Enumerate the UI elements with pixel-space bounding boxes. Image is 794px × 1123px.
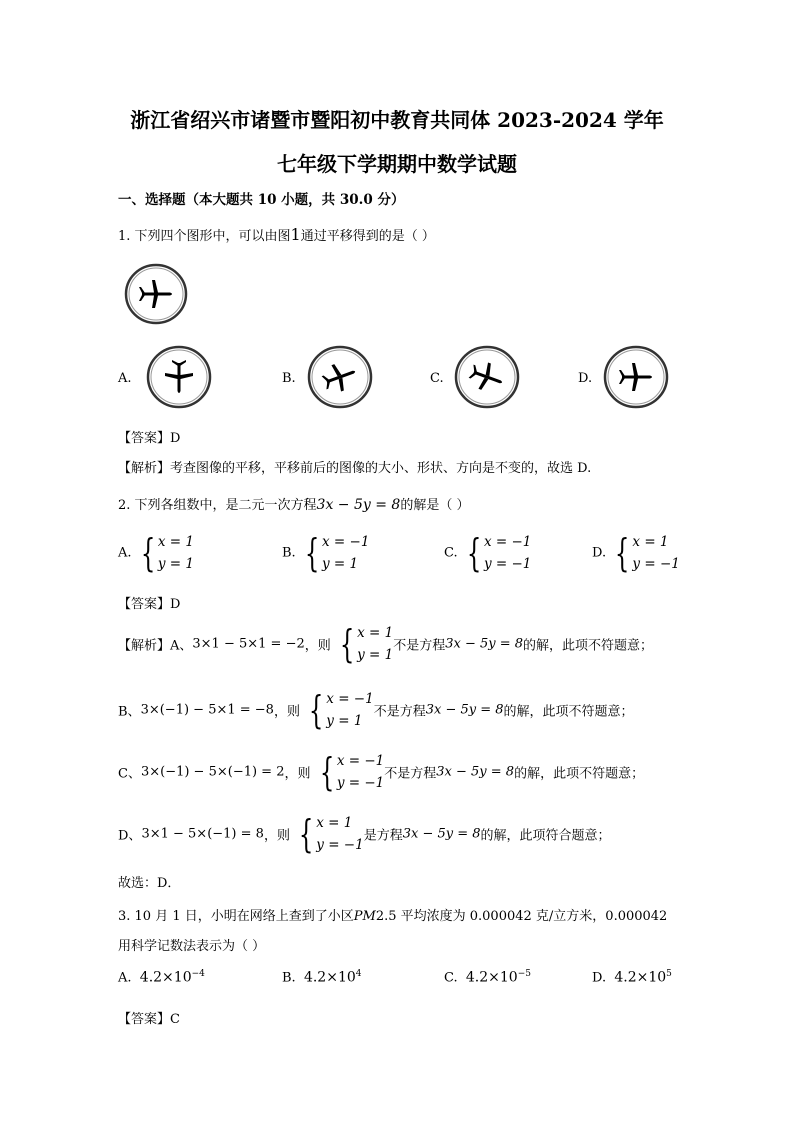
- q2-analysis-c-line1: x = −1: [336, 753, 385, 769]
- q2-option-c-line1: x = −1: [483, 534, 532, 550]
- airplane-icon: [466, 358, 507, 396]
- q2-option-a-line1: x = 1: [157, 534, 194, 550]
- q1-option-a-label: A.: [118, 371, 132, 386]
- airplane-icon: [165, 360, 193, 393]
- q2-option-d-line1: x = 1: [632, 534, 669, 550]
- q2-analysis-c-line2: y = −1: [336, 775, 385, 791]
- question-2-equation: 3x − 5y = 8: [316, 497, 401, 513]
- q3-option-d: [592, 969, 672, 985]
- q2-analysis-c-t2: 的解，此项不符题意；: [514, 766, 645, 782]
- q2-analysis-d-mid: ，则: [263, 828, 290, 844]
- q2-option-a: A. { x = 1 y = 1: [118, 531, 194, 575]
- document-title-line1: 浙江省绍兴市诸暨市暨阳初中教育共同体 2023-2024 学年: [130, 108, 664, 132]
- q2-analysis-d-t2: 的解，此项符合题意；: [480, 828, 611, 844]
- q2-option-d-label: D.: [592, 545, 607, 561]
- question-2-stem: [118, 494, 469, 513]
- q1-option-d-figure: [602, 344, 670, 410]
- q2-analysis-b-calc: 3×(−1) − 5×1 = −8: [140, 702, 274, 718]
- question-1-text-a: 1. 下列四个图形中，可以由图: [118, 229, 291, 244]
- q2-analysis-c-calc: 3×(−1) − 5×(−1) = 2: [140, 764, 285, 780]
- airplane-icon: [619, 363, 652, 391]
- q2-option-a-line2: y = 1: [157, 556, 194, 572]
- question-3-line2: 用科学记数法表示为（ ）: [118, 939, 266, 954]
- q1-option-c-figure: [453, 344, 521, 410]
- q2-option-b-label: B.: [282, 545, 296, 561]
- q1-option-b-label: B.: [282, 371, 296, 386]
- q3-option-d-exp: 5: [666, 969, 672, 979]
- q1-option-a-figure: [145, 344, 213, 410]
- q2-analysis-d-line2: y = −1: [316, 837, 364, 853]
- question-2-text-b: 的解是（ ）: [400, 498, 470, 513]
- q2-option-b-line2: y = 1: [322, 556, 359, 572]
- q2-option-d-line2: y = −1: [632, 556, 680, 572]
- q2-analysis-b-t2: 的解，此项不符题意；: [503, 704, 634, 720]
- q2-analysis-a-line2: y = 1: [357, 647, 394, 663]
- q2-analysis-a-mid: ，则: [304, 638, 331, 654]
- q2-option-c-line2: y = −1: [483, 556, 532, 572]
- q2-analysis-a-calc: 3×1 − 5×1 = −2: [192, 636, 305, 652]
- q2-analysis-a-t2: 的解，此项不符题意；: [523, 638, 654, 654]
- question-1-stem: [118, 225, 435, 244]
- q2-conclusion: 故选：D．: [118, 876, 181, 891]
- q2-analysis-c-eq: 3x − 5y = 8: [436, 764, 515, 780]
- section-heading: 一、选择题（本大题共 10 小题，共 30.0 分）: [118, 192, 405, 208]
- q1-option-b-figure: [306, 344, 374, 410]
- q3-option-b-label: B.: [282, 970, 296, 986]
- q2-analysis-d: D、3×1 − 5×(−1) = 8，则 { x = 1 y = −1 是方程3x − 5y = 8的解，此项符合题意；: [118, 812, 611, 856]
- q2-option-b-line1: x = −1: [322, 534, 370, 550]
- q2-analysis-d-t1: 是方程: [363, 828, 403, 844]
- q2-analysis-d-eq: 3x − 5y = 8: [402, 826, 481, 842]
- q2-analysis-d-prefix: D、: [118, 828, 142, 844]
- q2-analysis-b-prefix: B、: [118, 704, 141, 720]
- q2-option-b: B. { x = −1 y = 1: [282, 531, 370, 575]
- q2-analysis-b-mid: ，则: [273, 704, 300, 720]
- q3-option-d-base: 4.2×10: [614, 969, 667, 986]
- q3-option-d-label: D.: [592, 970, 607, 986]
- q3-answer: 【答案】C: [118, 1012, 180, 1027]
- question-1-text-b: 通过平移得到的是（ ）: [300, 229, 435, 244]
- q2-analysis-a-prefix: 【解析】A、: [118, 638, 193, 654]
- q2-analysis-c-prefix: C、: [118, 766, 141, 782]
- q2-analysis-d-line1: x = 1: [316, 815, 353, 831]
- q3-option-b-exp: 4: [355, 969, 362, 979]
- q3-option-b-base: 4.2×10: [303, 969, 356, 986]
- q2-analysis-c-t1: 不是方程: [384, 766, 437, 782]
- q2-analysis-b-eq: 3x − 5y = 8: [425, 702, 504, 718]
- q2-analysis-c: C、3×(−1) − 5×(−1) = 2，则 { x = −1 y = −1 不是方程3x − 5y = 8的解，此项不符题意；: [118, 750, 645, 794]
- q1-answer: 【答案】D: [118, 431, 181, 446]
- q3-option-c: [444, 969, 531, 985]
- airplane-icon: [139, 280, 172, 308]
- q2-option-c-label: C.: [444, 545, 458, 561]
- question-3-line1: [118, 905, 667, 924]
- q2-analysis-d-calc: 3×1 − 5×(−1) = 8: [141, 826, 264, 842]
- q2-analysis-c-mid: ，则: [284, 766, 311, 782]
- q1-option-c-label: C.: [430, 371, 444, 386]
- q3-option-c-base: 4.2×10: [465, 969, 518, 986]
- question-2-text-a: 2. 下列各组数中，是二元一次方程: [118, 498, 317, 513]
- question-3-line1-a: 3. 10 月 1 日，小明在网络上查到了小区: [118, 909, 354, 924]
- q3-option-b: [282, 969, 362, 985]
- q2-analysis-b: B、3×(−1) − 5×1 = −8，则 { x = −1 y = 1 不是方程3x − 5y = 8的解，此项不符题意；: [118, 688, 634, 732]
- q1-option-d-label: D.: [578, 371, 593, 386]
- q2-analysis-b-line1: x = −1: [326, 691, 374, 707]
- q2-answer: 【答案】D: [118, 597, 181, 612]
- q3-option-c-label: C.: [444, 970, 458, 986]
- airplane-icon: [319, 358, 360, 396]
- q3-option-a: [118, 969, 205, 985]
- q3-option-a-exp: −4: [191, 969, 205, 979]
- q2-analysis-b-t1: 不是方程: [373, 704, 426, 720]
- q2-analysis-b-line2: y = 1: [326, 713, 363, 729]
- question-3-pm: PM: [353, 909, 376, 924]
- question-3-line1-b: 2.5 平均浓度为 0.000042 克/立方米，0.000042: [375, 909, 668, 924]
- reference-plane-figure: [123, 262, 189, 326]
- q2-analysis-a-t1: 不是方程: [393, 638, 446, 654]
- q1-analysis: 【解析】考查图像的平移，平移前后的图像的大小、形状、方向是不变的，故选 D.: [118, 461, 592, 476]
- q2-analysis-a-line1: x = 1: [357, 625, 394, 641]
- question-1-figure-number: 1: [290, 225, 301, 244]
- q2-analysis-a-eq: 3x − 5y = 8: [445, 636, 524, 652]
- q2-option-c: C. { x = −1 y = −1: [444, 531, 532, 575]
- document-title-line2: 七年级下学期期中数学试题: [277, 152, 517, 176]
- q2-analysis-a: 【解析】A、3×1 − 5×1 = −2，则 { x = 1 y = 1 不是方程3x − 5y = 8的解，此项不符题意；: [118, 622, 654, 666]
- q3-option-a-label: A.: [118, 970, 132, 986]
- q3-option-a-base: 4.2×10: [139, 969, 192, 986]
- q3-option-c-exp: −5: [517, 969, 531, 979]
- q2-option-a-label: A.: [118, 545, 132, 561]
- q2-option-d: D. { x = 1 y = −1: [592, 531, 680, 575]
